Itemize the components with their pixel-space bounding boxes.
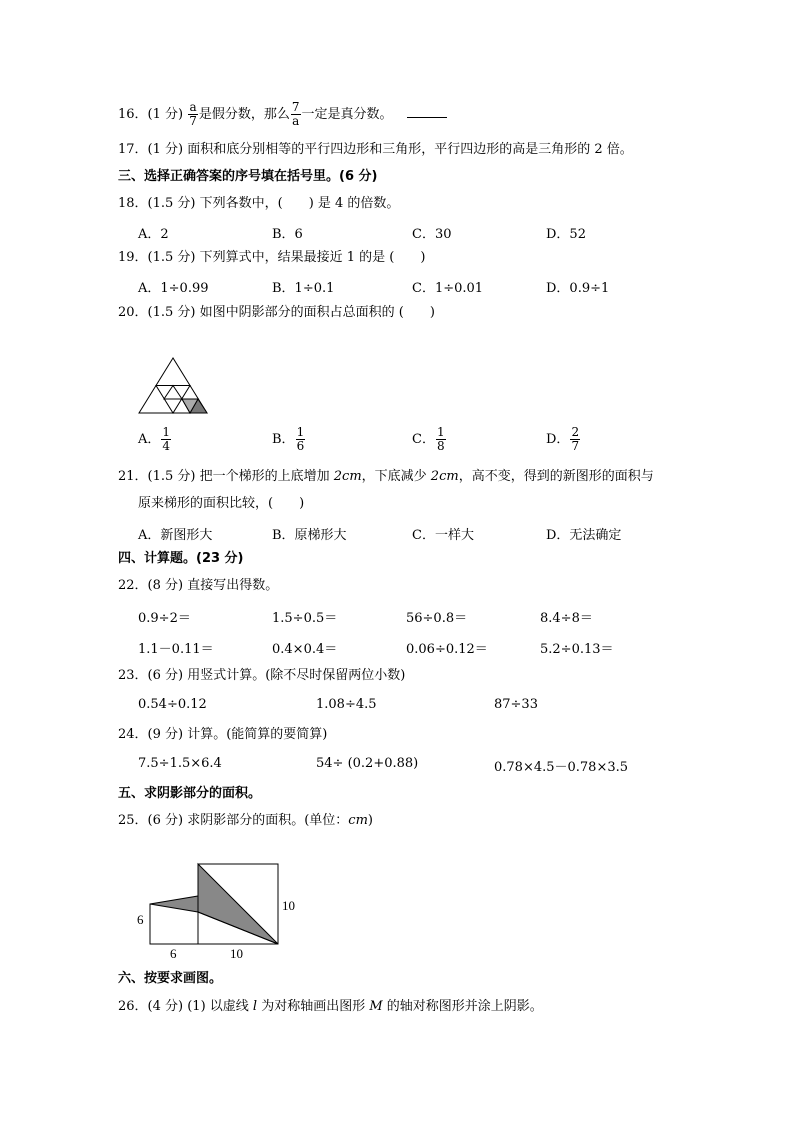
q21-option-a[interactable]: A．新图形大	[138, 528, 213, 543]
q22-item: 56÷0.8＝	[406, 611, 468, 626]
frac-den: 4	[162, 439, 171, 453]
q24-item: 7.5÷1.5×6.4	[138, 756, 222, 771]
question-16	[118, 101, 447, 128]
frac-den: 8	[436, 439, 445, 453]
option-label: A．	[138, 432, 161, 447]
question-24-stem: 24．(9 分) 计算。(能简算的要简算)	[118, 727, 328, 742]
q20-option-d[interactable]	[546, 426, 581, 453]
q21-option-c[interactable]: C．一样大	[412, 528, 474, 543]
frac-den: 7	[571, 439, 580, 453]
q26-text: 为对称轴画出图形	[257, 999, 370, 1014]
unit-cm: 2cm	[430, 469, 459, 484]
q22-item: 1.1－0.11＝	[138, 642, 214, 657]
q16-suffix: 一定是真分数。	[301, 107, 393, 122]
section-5-heading: 五、求阴影部分的面积。	[118, 786, 262, 801]
figure-m: M	[369, 999, 383, 1014]
fraction	[570, 426, 580, 453]
q22-item: 1.5÷0.5＝	[272, 611, 338, 626]
q24-item: 54÷ (0.2+0.88)	[316, 756, 419, 771]
q23-item: 0.54÷0.12	[138, 697, 207, 712]
q18-option-a[interactable]: A．2	[138, 227, 169, 242]
q19-option-c[interactable]: C．1÷0.01	[412, 281, 484, 296]
question-26	[118, 998, 543, 1016]
question-23-stem: 23．(6 分) 用竖式计算。(除不尽时保留两位小数)	[118, 668, 406, 683]
section-4-heading: 四、计算题。(23 分)	[118, 551, 244, 566]
q21-option-d[interactable]: D．无法确定	[546, 528, 622, 543]
q26-text: 的轴对称图形并涂上阴影。	[382, 999, 543, 1014]
question-21-line2: 原来梯形的面积比较，( )	[138, 496, 305, 511]
question-21-line1	[118, 468, 654, 486]
q20-option-a[interactable]	[138, 426, 172, 453]
question-25-stem	[118, 812, 373, 830]
q24-item: 0.78×4.5－0.78×3.5	[494, 760, 629, 775]
q18-option-c[interactable]: C．30	[412, 227, 452, 242]
frac-den: 7	[189, 114, 197, 128]
option-label: B．	[272, 432, 295, 447]
q19-option-b[interactable]: B．1÷0.1	[272, 281, 335, 296]
q25-text: )	[367, 813, 373, 828]
question-20-stem: 20．(1.5 分) 如图中阴影部分的面积占总面积的 ( )	[118, 305, 435, 320]
q16-middle: 是假分数，那么	[198, 107, 290, 122]
fraction	[161, 426, 171, 453]
q26-text: 26．(4 分) (1) 以虚线	[118, 999, 253, 1014]
label-bottom-right: 10	[230, 946, 243, 961]
question-19-stem: 19．(1.5 分) 下列算式中，结果最接近 1 的是 ( )	[118, 250, 426, 265]
section-3-heading: 三、选择正确答案的序号填在括号里。(6 分)	[118, 169, 378, 184]
q23-item: 87÷33	[494, 697, 538, 712]
unit-cm: 2cm	[333, 469, 362, 484]
q18-option-b[interactable]: B．6	[272, 227, 303, 242]
fraction-7-over-a	[291, 101, 301, 128]
q20-option-b[interactable]	[272, 426, 306, 453]
fraction	[436, 426, 446, 453]
q20-option-c[interactable]	[412, 426, 447, 453]
q19-option-a[interactable]: A．1÷0.99	[138, 281, 209, 296]
frac-num: 1	[162, 425, 171, 439]
q18-option-d[interactable]: D．52	[546, 227, 586, 242]
shaded-area-figure	[132, 858, 312, 961]
label-bottom-left: 6	[170, 946, 177, 961]
fraction-a-over-7	[188, 101, 198, 128]
frac-num: 7	[291, 100, 300, 114]
section-6-heading: 六、按要求画图。	[118, 971, 223, 986]
answer-blank[interactable]	[407, 105, 447, 118]
shaded-right-triangle	[198, 864, 278, 944]
q21-text: 21．(1.5 分) 把一个梯形的上底增加	[118, 469, 334, 484]
small-triangle-top	[164, 386, 182, 400]
frac-den: 6	[296, 439, 305, 453]
q19-option-d[interactable]: D．0.9÷1	[546, 281, 610, 296]
frac-num: a	[189, 100, 197, 114]
option-label: D．	[546, 432, 570, 447]
q22-item: 8.4÷8＝	[540, 611, 593, 626]
q21-option-b[interactable]: B．原梯形大	[272, 528, 347, 543]
question-17: 17．(1 分) 面积和底分别相等的平行四边形和三角形，平行四边形的高是三角形的 2 倍。	[118, 142, 633, 157]
q21-text: ，下底减少	[361, 469, 431, 484]
shaded-left-triangle	[150, 896, 198, 912]
option-label: C．	[412, 432, 435, 447]
axis-l: l	[252, 999, 258, 1014]
q22-item: 0.9÷2＝	[138, 611, 191, 626]
q16-prefix: 16．(1 分)	[118, 107, 184, 122]
triangle-figure	[138, 356, 208, 414]
frac-num: 1	[296, 425, 305, 439]
q23-item: 1.08÷4.5	[316, 697, 377, 712]
fraction	[296, 426, 306, 453]
frac-den: a	[292, 114, 300, 128]
q22-item: 0.06÷0.12＝	[406, 642, 488, 657]
question-18-stem: 18．(1.5 分) 下列各数中，( ) 是 4 的倍数。	[118, 196, 400, 211]
frac-num: 2	[571, 425, 580, 439]
q25-text: 25．(6 分) 求阴影部分的面积。(单位：	[118, 813, 349, 828]
unit-cm: cm	[348, 813, 368, 828]
frac-num: 1	[436, 425, 445, 439]
label-left: 6	[137, 912, 144, 927]
question-22-stem: 22．(8 分) 直接写出得数。	[118, 578, 279, 593]
q21-text: ，高不变，得到的新图形的面积与	[458, 469, 654, 484]
label-right: 10	[282, 898, 295, 913]
q22-item: 5.2÷0.13＝	[540, 642, 614, 657]
q22-item: 0.4×0.4＝	[272, 642, 338, 657]
